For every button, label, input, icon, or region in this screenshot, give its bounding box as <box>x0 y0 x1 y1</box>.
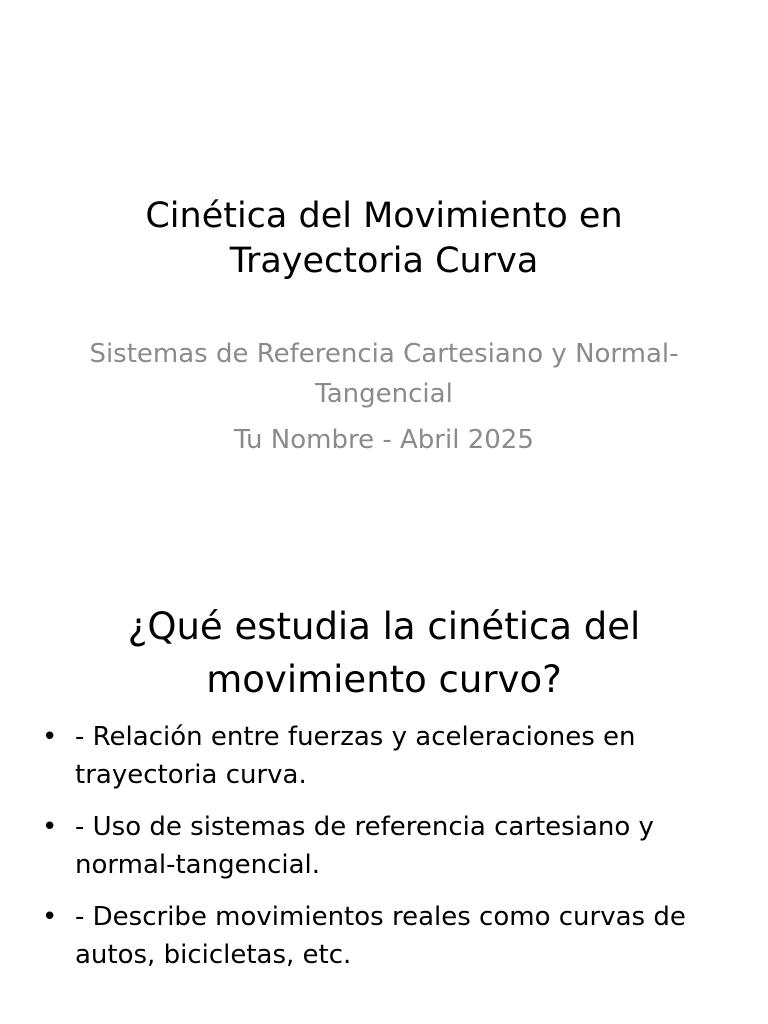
bullet-list <box>40 718 730 988</box>
bullet-text: - Relación entre fuerzas y aceleraciones en trayectoria curva. <box>75 722 636 790</box>
bullet-icon: • <box>42 902 58 932</box>
author-date: Tu Nombre - Abril 2025 <box>234 425 534 455</box>
list-item <box>40 898 730 974</box>
list-item <box>40 808 730 884</box>
list-item <box>40 718 730 794</box>
bullet-icon: • <box>42 722 58 752</box>
bullet-text: - Uso de sistemas de referencia cartesiano y normal-tangencial. <box>75 812 654 880</box>
slide-title: Cinética del Movimiento en Trayectoria Curva <box>145 196 623 281</box>
subtitle-block <box>60 334 708 460</box>
bullet-icon: • <box>42 812 58 842</box>
slide-subtitle: Sistemas de Referencia Cartesiano y Normal-Tangencial <box>89 339 679 409</box>
bullet-text: - Describe movimientos reales como curvas de autos, bicicletas, etc. <box>75 902 686 970</box>
content-slide <box>0 512 768 1024</box>
slide-title: ¿Qué estudia la cinética del movimiento curvo? <box>127 605 641 701</box>
